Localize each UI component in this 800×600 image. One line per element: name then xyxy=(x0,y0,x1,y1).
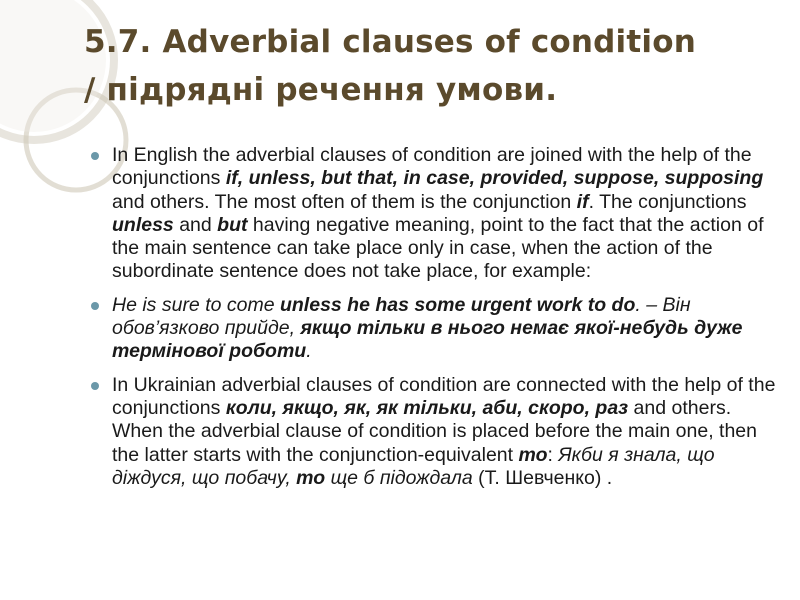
text-run: ще б підождала xyxy=(325,466,473,489)
bullet-icon xyxy=(91,152,99,160)
text-run: In English the adverbial clauses of condition are joined with the help of the conjunctions xyxy=(112,144,752,190)
paragraph-text xyxy=(112,144,764,282)
text-run: and xyxy=(173,213,218,236)
text-run: Якби я знала, що діждуся, що побачу, xyxy=(112,443,715,489)
text-run: He is sure to come xyxy=(112,293,280,316)
text-run: unless he has some urgent work to do xyxy=(279,293,636,316)
text-run: (Т. Шевченко) . xyxy=(472,466,613,489)
bullet-paragraph-ukrainian xyxy=(88,374,778,490)
slide-title xyxy=(84,18,784,114)
slide-body xyxy=(88,144,778,500)
text-run: In Ukrainian adverbial clauses of condition are connected with the help of the conjunctions xyxy=(112,373,776,419)
text-run: . xyxy=(306,340,312,363)
text-run: unless xyxy=(112,213,174,236)
paragraph-text xyxy=(112,294,742,363)
text-run: but xyxy=(217,213,248,236)
slide-title-line1: 5.7. Adverbial clauses of condition xyxy=(84,24,696,60)
text-run: if, unless, but that, in case, provided, suppose, supposing xyxy=(225,167,764,190)
bullet-paragraph-english xyxy=(88,144,778,284)
slide-title-line2: / підрядні речення умови. xyxy=(84,72,558,108)
text-run: коли, якщо, як, як тільки, аби, скоро, раз xyxy=(225,396,629,419)
text-run: . The conjunctions xyxy=(588,190,747,213)
paragraph-text xyxy=(112,374,775,489)
text-run: and others. The most often of them is the conjunction xyxy=(112,190,577,213)
text-run: if xyxy=(576,190,589,213)
text-run: то xyxy=(296,466,326,489)
bullet-icon xyxy=(91,302,99,310)
text-run: having negative meaning, point to the fact that the action of the main sentence can take place only in case, when the action of the subordinate sentence does not take place, for example: xyxy=(112,213,764,283)
text-run: : xyxy=(547,443,559,466)
text-run: and others. When the adverbial clause of condition is placed before the main one, then the latter starts with the conjunction-equivalent xyxy=(112,396,757,466)
bullet-icon xyxy=(91,382,99,390)
text-run: . – Він обов’язково прийде, xyxy=(112,293,691,340)
text-run: якщо тільки в нього немає якої-небудь дуже термінової роботи xyxy=(112,317,743,363)
bullet-paragraph-example xyxy=(88,294,778,364)
text-run: то xyxy=(518,443,548,466)
